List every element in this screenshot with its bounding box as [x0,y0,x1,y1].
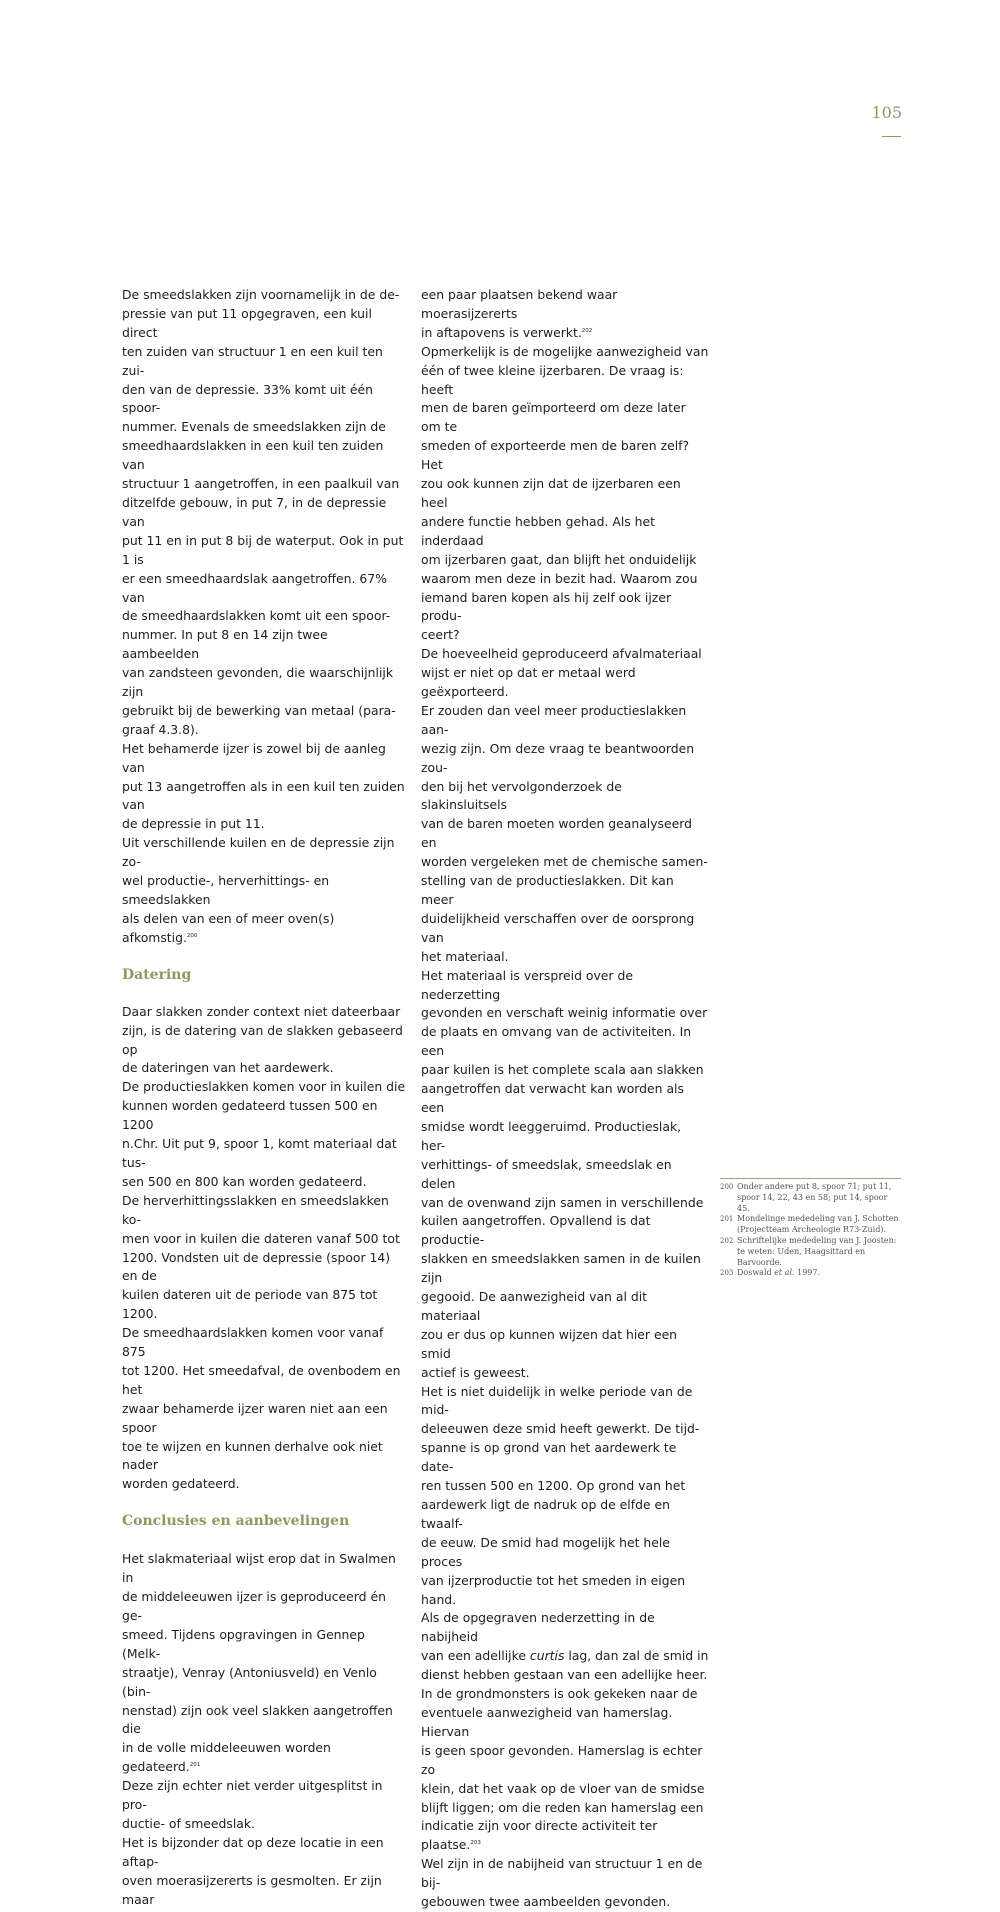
section-heading-datering: Datering [122,966,192,983]
left-column [122,286,406,1910]
paragraph: Het behamerde ijzer is zowel bij de aanleg van put 13 aangetroffen als in een kuil ten zuiden van de depressie in put 11. [122,740,405,832]
paragraph-text: In de grondmonsters is ook gekeken naar de eventuele aanwezigheid van hamerslag. Hiervan is geen spoor gevonden. Hamerslag is echter zo klein, dat het vaak op de vloer van de smidse blijft liggen; om die reden kan hamerslag een indicatie zijn voor directe activiteit ter plaatse. [421,1686,705,1853]
emphasis-curtis: curtis [529,1648,565,1664]
paragraph [421,1685,709,1855]
paragraph: Daar slakken zonder context niet dateerbaar zijn, is de datering van de slakken gebaseerd op de dateringen van het aardewerk. [122,1003,403,1076]
footnote-text [737,1268,901,1279]
paragraph [421,286,709,343]
paragraph: Opmerkelijk is de mogelijke aanwezigheid van één of twee kleine ijzerbaren. De vraag is: heeft men de baren geïmporteerd om deze later om te smeden of exporteerde men de baren zelf? Het zou ook kunnen zijn dat de ijzerbaren een heel andere functie hebben gehad. Als het inderdaad om ijzerbaren gaat, dan blijft het onduidelijk waarom men deze in bezit had. Waarom zou iemand baren kopen als hij zelf ook ijzer produ- ceert? [421,343,709,643]
paragraph: Het materiaal is verspreid over de nederzetting gevonden en verschaft weinig informatie over de plaats en omvang van de activiteiten. In een paar kuilen is het complete scala aan slakken aangetroffen dat verwacht kan worden als een smidse wordt leeggeruimd. Productieslak, her- verhittings- of smeedslak, smeedslak en delen van de ovenwand zijn samen in verschillende kuilen aangetroffen. Opvallend is dat productie- slakken en smeedslakken samen in de kuilen zijn gegooid. De aanwezigheid van al dit materiaal zou er dus op kunnen wijzen dat hier een smid actief is geweest. [421,967,708,1380]
footnote-202 [720,1236,901,1268]
section-heading-conclusies: Conclusies en aanbevelingen [122,1513,350,1530]
paragraph: Wel zijn in de nabijheid van structuur 1 en de bij- gebouwen twee aambeelden gevonden. [421,1856,703,1910]
footnote-ref: 202 [581,327,593,334]
footnote-text: Onder andere put 8, spoor 71; put 11, spoor 14, 22, 43 en 58; put 14, spoor 45. [737,1182,892,1213]
paragraph: De smeedslakken zijn voornamelijk in de de- pressie van put 11 opgegraven, een kuil direct ten zuiden van structuur 1 en een kuil ten zui- den van de depressie. 33% komt uit één spoor- nummer. Evenals de smeedslakken zijn de smeedhaardslakken in een kuil ten zuiden van structuur 1 aangetroffen, in een paalkuil van ditzelfde gebouw, in put 7, in de depressie van put 11 en in put 8 bij de waterput. Ook in put 1 is er een smeedhaardslak aangetroffen. 67% van de smeedhaardslakken komt uit een spoor- nummer. In put 8 en 14 zijn twee aambeelden van zandsteen gevonden, die waarschijnlijk zijn gebruikt bij de bewerking van metaal (para- graaf 4.3.8). [122,287,404,737]
paragraph: Het is niet duidelijk in welke periode van de mid- deleeuwen deze smid heeft gewerkt. De tijd- spanne is op grond van het aardewerk te date- ren tussen 500 en 1200. Op grond van het aardewerk ligt de nadruk op de elfde en twaalf- de eeuw. De smid had mogelijk het hele proces van ijzerproductie tot het smeden in eigen hand. [421,1383,700,1607]
page-number: 105 [871,103,902,122]
paragraph [122,1550,406,1777]
footnote-200 [720,1182,901,1214]
paragraph-text: Als de opgegraven nederzetting in de nabijheid van een adellijke [421,1610,655,1664]
footnote-text-part: 1997. [794,1268,821,1278]
footnote-201 [720,1214,901,1236]
footnote-ref: 200 [186,932,198,939]
paragraph-text: lag, dan zal de smid in dienst hebben gestaan van een adellijke heer. [421,1648,709,1683]
paragraph-text: Het slakmateriaal wijst erop dat in Swalmen in de middeleeuwen ijzer is geproduceerd én ge- smeed. Tijdens opgravingen in Gennep (Melk- straatje), Venray (Antoniusveld) en Venlo (bin- nenstad) zijn ook veel slakken aangetroffen die in de volle middeleeuwen worden gedateerd. [122,1551,396,1775]
footnote-203 [720,1268,901,1279]
page-number-rule [882,136,901,137]
footnote-number: 200 [720,1183,734,1191]
paragraph: Het is bijzonder dat op deze locatie in een aftap- oven moerasijzererts is gesmolten. Er zijn maar [122,1834,384,1907]
footnote-rule [720,1178,901,1179]
paragraph [421,1609,709,1685]
footnote-text-part: Doswald [737,1268,775,1278]
footnote-number: 203 [720,1269,734,1278]
paragraph: De hoeveelheid geproduceerd afvalmateriaal wijst er niet op dat er metaal werd geëxporteerd. Er zouden dan veel meer productieslakken aan- wezig zijn. Om deze vraag te beantwoorden zou- den bij het vervolgonderzoek de slakinsluitsels van de baren moeten worden geanalyseerd en worden vergeleken met de chemische samen- stelling van de productieslakken. Dit kan meer duidelijkheid verschaffen over de oorsprong van het materiaal. [421,646,708,964]
footnote-ref: 201 [189,1762,201,1769]
footnote-text: Mondelinge mededeling van J. Schotten (Projectteam Archeologie R73-Zuid). [737,1214,899,1235]
paragraph: De productieslakken komen voor in kuilen die kunnen worden gedateerd tussen 500 en 1200 n.Chr. Uit put 9, spoor 1, komt materiaal dat tus- sen 500 en 800 kan worden gedateerd. [122,1079,406,1189]
footnote-ref: 203 [470,1840,481,1847]
emphasis-et-al: et al. [774,1268,795,1278]
footnotes [720,1182,901,1279]
paragraph [122,834,406,947]
paragraph-text: Uit verschillende kuilen en de depressie zijn zo- wel productie-, herverhittings- en smeedslakken als delen van een of meer oven(s) afkomstig. [122,835,395,945]
paragraph: Deze zijn echter niet verder uitgesplitst in pro- ductie- of smeedslak. [122,1778,383,1831]
paragraph-text: een paar plaatsen bekend waar moerasijzererts in aftapovens is verwerkt. [421,287,618,340]
footnote-number: 202 [720,1236,734,1245]
middle-column [421,286,709,1912]
footnote-text: Schriftelijke mededeling van J. Joosten: te weten: Uden, Haagsittard en Barvoorde. [737,1235,897,1267]
paragraph: De herverhittingsslakken en smeedslakken ko- men voor in kuilen die dateren vanaf 500 tot 1200. Vondsten uit de depressie (spoor 14) en de kuilen dateren uit de periode van 875 tot 1200. De smeedhaardslakken komen voor vanaf 875 tot 1200. Het smeedafval, de ovenbodem en het zwaar behamerde ijzer waren niet aan een spoor toe te wijzen en kunnen derhalve ook niet nader worden gedateerd. [122,1192,401,1492]
footnote-number: 201 [720,1215,734,1224]
